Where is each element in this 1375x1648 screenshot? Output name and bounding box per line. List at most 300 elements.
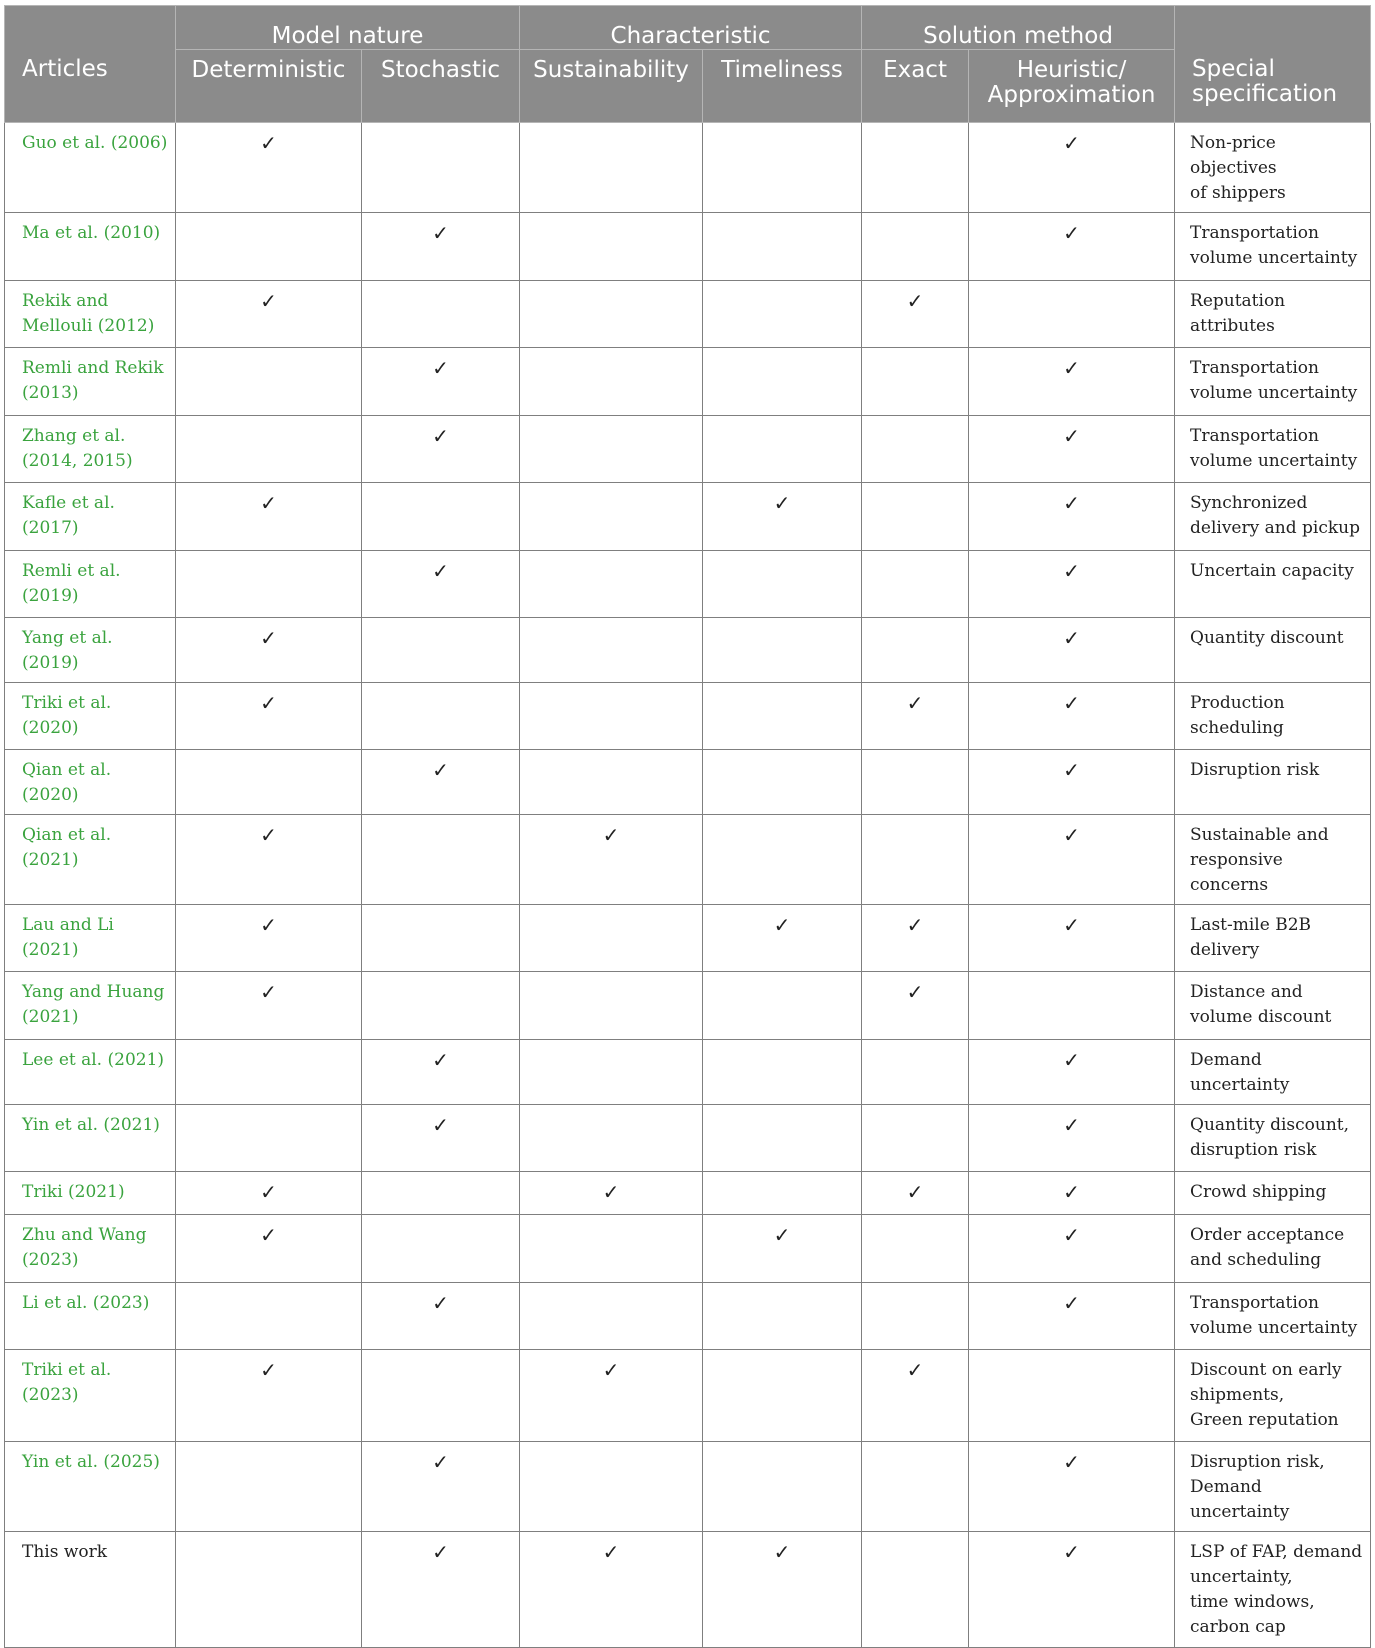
cell-sto	[362, 348, 520, 416]
article-line: Qian et al. (2021)	[22, 825, 112, 870]
checkmark-icon: ✓	[906, 691, 924, 715]
cell-det	[176, 1350, 362, 1442]
specification-line: Crowd shipping	[1190, 1182, 1327, 1202]
checkmark-icon: ✓	[1063, 626, 1080, 650]
article-line: Ma et al. (2010)	[22, 223, 161, 243]
cell-exa	[862, 1442, 969, 1532]
article-line: (2014, 2015)	[22, 451, 133, 471]
checkmark-icon: ✓	[432, 1291, 449, 1315]
checkmark-icon: ✓	[1063, 913, 1080, 937]
specification-line: Non-price objectives	[1190, 133, 1277, 178]
article-line: Zhu and Wang	[22, 1225, 147, 1245]
specification-line: Distance and	[1190, 982, 1303, 1002]
specification-line: Green reputation	[1190, 1410, 1339, 1430]
cell-sto	[362, 416, 520, 483]
checkmark-icon: ✓	[432, 1113, 449, 1137]
checkmark-icon: ✓	[602, 1358, 620, 1382]
checkmark-icon: ✓	[1063, 131, 1080, 155]
specification-line: Sustainable and	[1190, 825, 1329, 845]
specification-line: Quantity discount,	[1190, 1115, 1350, 1135]
article-citation-link[interactable]	[5, 1172, 176, 1215]
cell-exa	[862, 1105, 969, 1172]
checkmark-icon: ✓	[602, 823, 620, 847]
cell-det	[176, 483, 362, 551]
cell-sus	[520, 1172, 703, 1215]
checkmark-icon: ✓	[1063, 1113, 1080, 1137]
table-row	[5, 123, 1371, 213]
cell-tim	[703, 1040, 862, 1105]
cell-det	[176, 551, 362, 618]
cell-heu	[969, 1350, 1175, 1442]
checkmark-icon: ✓	[1063, 559, 1080, 583]
checkmark-icon: ✓	[1063, 491, 1080, 515]
table-row	[5, 750, 1371, 815]
header-group-solution-method: Solution method	[862, 6, 1175, 50]
checkmark-icon: ✓	[1063, 221, 1080, 245]
checkmark-icon: ✓	[260, 1223, 277, 1247]
cell-sus	[520, 348, 703, 416]
special-specification-cell	[1175, 618, 1371, 683]
checkmark-icon: ✓	[260, 823, 277, 847]
cell-tim	[703, 905, 862, 972]
table-row	[5, 683, 1371, 750]
table-row	[5, 348, 1371, 416]
article-line: Triki et al. (2020)	[22, 693, 112, 738]
cell-sus	[520, 1105, 703, 1172]
special-specification-cell	[1175, 750, 1371, 815]
cell-sto	[362, 1040, 520, 1105]
cell-tim	[703, 1532, 862, 1648]
header-special-line1: Special	[1192, 56, 1275, 82]
cell-det	[176, 972, 362, 1040]
cell-sus	[520, 1215, 703, 1283]
cell-det	[176, 213, 362, 281]
article-citation-link[interactable]	[5, 1442, 176, 1532]
special-specification-cell	[1175, 213, 1371, 281]
cell-heu	[969, 1040, 1175, 1105]
table-row	[5, 1040, 1371, 1105]
table-row	[5, 416, 1371, 483]
article-citation-link[interactable]	[5, 972, 176, 1040]
header-special-line2: specification	[1192, 81, 1338, 107]
specification-line: time windows,	[1190, 1592, 1315, 1612]
article-line: This work	[22, 1542, 108, 1562]
cell-det	[176, 123, 362, 213]
specification-line: responsive concerns	[1190, 850, 1283, 895]
special-specification-cell	[1175, 1532, 1371, 1648]
cell-exa	[862, 348, 969, 416]
checkmark-icon: ✓	[906, 1180, 924, 1204]
cell-heu	[969, 750, 1175, 815]
cell-heu	[969, 348, 1175, 416]
cell-sto	[362, 483, 520, 551]
article-citation-link[interactable]	[5, 618, 176, 683]
article-citation-link[interactable]	[5, 1105, 176, 1172]
special-specification-cell	[1175, 1215, 1371, 1283]
cell-sto	[362, 1172, 520, 1215]
cell-exa	[862, 123, 969, 213]
checkmark-icon: ✓	[906, 980, 924, 1004]
specification-line: Disruption risk,	[1190, 1452, 1325, 1472]
cell-sus	[520, 1283, 703, 1350]
cell-sus	[520, 683, 703, 750]
special-specification-cell	[1175, 1105, 1371, 1172]
article-line: Triki (2021)	[22, 1182, 125, 1202]
cell-exa	[862, 683, 969, 750]
cell-sto	[362, 1442, 520, 1532]
special-specification-cell	[1175, 551, 1371, 618]
cell-sus	[520, 551, 703, 618]
special-specification-cell	[1175, 1040, 1371, 1105]
article-citation-link[interactable]	[5, 750, 176, 815]
cell-heu	[969, 281, 1175, 348]
cell-sus	[520, 1040, 703, 1105]
article-line: (2021)	[22, 1007, 79, 1027]
cell-sus	[520, 483, 703, 551]
article-citation-link[interactable]	[5, 683, 176, 750]
cell-tim	[703, 213, 862, 281]
article-citation-link[interactable]	[5, 281, 176, 348]
specification-line: attributes	[1190, 316, 1275, 336]
cell-det	[176, 618, 362, 683]
cell-tim	[703, 483, 862, 551]
special-specification-cell	[1175, 348, 1371, 416]
specification-line: delivery	[1190, 940, 1260, 960]
checkmark-icon: ✓	[1063, 1450, 1080, 1474]
checkmark-icon: ✓	[260, 131, 277, 155]
specification-line: Demand uncertainty	[1190, 1477, 1290, 1522]
cell-det	[176, 416, 362, 483]
specification-line: volume discount	[1190, 1007, 1332, 1027]
article-line: Yang and Huang	[22, 982, 165, 1002]
checkmark-icon: ✓	[260, 1358, 277, 1382]
cell-tim	[703, 348, 862, 416]
cell-heu	[969, 213, 1175, 281]
article-line: Yin et al. (2025)	[22, 1452, 160, 1472]
specification-line: Uncertain capacity	[1190, 561, 1354, 581]
special-specification-cell	[1175, 815, 1371, 905]
cell-sus	[520, 618, 703, 683]
article-line: Yin et al. (2021)	[22, 1115, 160, 1135]
article-citation-link[interactable]	[5, 348, 176, 416]
specification-line: delivery and pickup	[1190, 518, 1360, 538]
cell-heu	[969, 905, 1175, 972]
checkmark-icon: ✓	[1063, 1291, 1080, 1315]
specification-line: volume uncertainty	[1190, 248, 1358, 268]
article-line: Remli and Rekik	[22, 358, 164, 378]
cell-sus	[520, 905, 703, 972]
article-citation-link[interactable]	[5, 213, 176, 281]
header-heuristic-line1: Heuristic/	[1016, 57, 1127, 83]
cell-heu	[969, 1215, 1175, 1283]
table-row	[5, 815, 1371, 905]
cell-exa	[862, 1172, 969, 1215]
cell-tim	[703, 1172, 862, 1215]
table-row	[5, 1172, 1371, 1215]
article-line: Remli et al.	[22, 561, 121, 581]
article-line: (2013)	[22, 383, 79, 403]
table-row	[5, 483, 1371, 551]
special-specification-cell	[1175, 123, 1371, 213]
cell-det	[176, 815, 362, 905]
table-row	[5, 1442, 1371, 1532]
special-specification-cell	[1175, 416, 1371, 483]
cell-tim	[703, 1215, 862, 1283]
cell-exa	[862, 281, 969, 348]
checkmark-icon: ✓	[906, 913, 924, 937]
cell-tim	[703, 123, 862, 213]
cell-tim	[703, 416, 862, 483]
cell-heu	[969, 483, 1175, 551]
table-row	[5, 281, 1371, 348]
cell-tim	[703, 972, 862, 1040]
checkmark-icon: ✓	[602, 1540, 620, 1564]
specification-line: of shippers	[1190, 183, 1286, 203]
article-line: Triki et al. (2023)	[22, 1360, 112, 1405]
cell-det	[176, 683, 362, 750]
checkmark-icon: ✓	[906, 289, 924, 313]
article-citation-link[interactable]	[5, 905, 176, 972]
article-citation-link[interactable]	[5, 1350, 176, 1442]
cell-heu	[969, 683, 1175, 750]
table-row	[5, 1105, 1371, 1172]
table-row	[5, 972, 1371, 1040]
cell-heu	[969, 1283, 1175, 1350]
special-specification-cell	[1175, 972, 1371, 1040]
header-sustainability: Sustainability	[520, 50, 703, 123]
checkmark-icon: ✓	[1063, 1540, 1080, 1564]
article-line: Rekik and	[22, 291, 109, 311]
article-line: Guo et al. (2006)	[22, 133, 168, 153]
cell-sus	[520, 281, 703, 348]
cell-exa	[862, 213, 969, 281]
checkmark-icon: ✓	[260, 913, 277, 937]
checkmark-icon: ✓	[260, 1180, 277, 1204]
table-row	[5, 1532, 1371, 1648]
checkmark-icon: ✓	[260, 289, 277, 313]
checkmark-icon: ✓	[432, 221, 449, 245]
article-citation-link[interactable]	[5, 1215, 176, 1283]
article-line: Lau and Li (2021)	[22, 915, 114, 960]
cell-exa	[862, 618, 969, 683]
specification-line: Quantity discount	[1190, 628, 1344, 648]
cell-heu	[969, 416, 1175, 483]
header-stochastic: Stochastic	[362, 50, 520, 123]
special-specification-cell	[1175, 281, 1371, 348]
article-citation-link[interactable]	[5, 1040, 176, 1105]
checkmark-icon: ✓	[432, 1048, 449, 1072]
article-citation-link[interactable]	[5, 416, 176, 483]
article-line: Mellouli (2012)	[22, 316, 155, 336]
special-specification-cell	[1175, 905, 1371, 972]
cell-det	[176, 750, 362, 815]
checkmark-icon: ✓	[1063, 1180, 1080, 1204]
cell-det	[176, 1532, 362, 1648]
article-citation-link[interactable]	[5, 1283, 176, 1350]
specification-line: Order acceptance	[1190, 1225, 1345, 1245]
checkmark-icon: ✓	[1063, 691, 1080, 715]
article-line: Qian et al. (2020)	[22, 760, 112, 805]
checkmark-icon: ✓	[773, 491, 791, 515]
specification-line: Demand uncertainty	[1190, 1050, 1290, 1095]
cell-heu	[969, 1532, 1175, 1648]
table-row	[5, 213, 1371, 281]
specification-line: and scheduling	[1190, 1250, 1322, 1270]
cell-sus	[520, 1532, 703, 1648]
cell-tim	[703, 618, 862, 683]
checkmark-icon: ✓	[1063, 356, 1080, 380]
cell-exa	[862, 905, 969, 972]
specification-line: Reputation	[1190, 291, 1286, 311]
checkmark-icon: ✓	[773, 913, 791, 937]
article-line: (2023)	[22, 1250, 79, 1270]
table-row	[5, 1350, 1371, 1442]
header-deterministic: Deterministic	[176, 50, 362, 123]
cell-sto	[362, 1105, 520, 1172]
article-line: Lee et al. (2021)	[22, 1050, 165, 1070]
cell-exa	[862, 1040, 969, 1105]
article-line: Kafle et al. (2017)	[22, 493, 115, 538]
cell-heu	[969, 815, 1175, 905]
cell-exa	[862, 1350, 969, 1442]
header-heuristic-approximation	[969, 50, 1175, 123]
checkmark-icon: ✓	[602, 1180, 620, 1204]
checkmark-icon: ✓	[906, 1358, 924, 1382]
special-specification-cell	[1175, 1442, 1371, 1532]
cell-exa	[862, 1532, 969, 1648]
checkmark-icon: ✓	[1063, 1223, 1080, 1247]
specification-line: disruption risk	[1190, 1140, 1317, 1160]
cell-tim	[703, 1283, 862, 1350]
specification-line: volume uncertainty	[1190, 383, 1358, 403]
cell-heu	[969, 1105, 1175, 1172]
header-timeliness: Timeliness	[703, 50, 862, 123]
cell-sto	[362, 281, 520, 348]
checkmark-icon: ✓	[1063, 1048, 1080, 1072]
cell-sto	[362, 750, 520, 815]
cell-heu	[969, 123, 1175, 213]
cell-det	[176, 1442, 362, 1532]
checkmark-icon: ✓	[432, 424, 449, 448]
specification-line: volume uncertainty	[1190, 1318, 1358, 1338]
header-heuristic-line2: Approximation	[987, 82, 1156, 108]
cell-sto	[362, 551, 520, 618]
cell-sto	[362, 618, 520, 683]
cell-det	[176, 1172, 362, 1215]
article-line: Yang et al. (2019)	[22, 628, 113, 673]
cell-det	[176, 281, 362, 348]
header-group-model-nature: Model nature	[176, 6, 520, 50]
article-citation-link[interactable]	[5, 815, 176, 905]
specification-line: shipments,	[1190, 1385, 1285, 1405]
specification-line: Disruption risk	[1190, 760, 1320, 780]
cell-exa	[862, 972, 969, 1040]
cell-tim	[703, 281, 862, 348]
literature-comparison-table	[4, 5, 1371, 1648]
cell-exa	[862, 483, 969, 551]
cell-sto	[362, 1532, 520, 1648]
cell-det	[176, 1040, 362, 1105]
checkmark-icon: ✓	[773, 1540, 791, 1564]
article-line: (2019)	[22, 586, 79, 606]
checkmark-icon: ✓	[773, 1223, 791, 1247]
table-row	[5, 1283, 1371, 1350]
cell-sto	[362, 1350, 520, 1442]
cell-sto	[362, 905, 520, 972]
table-row	[5, 551, 1371, 618]
cell-det	[176, 905, 362, 972]
checkmark-icon: ✓	[432, 559, 449, 583]
checkmark-icon: ✓	[432, 1540, 449, 1564]
cell-tim	[703, 750, 862, 815]
cell-exa	[862, 1283, 969, 1350]
cell-det	[176, 1105, 362, 1172]
cell-sto	[362, 123, 520, 213]
cell-sus	[520, 1350, 703, 1442]
cell-tim	[703, 1442, 862, 1532]
checkmark-icon: ✓	[1063, 758, 1080, 782]
table-header	[5, 6, 1371, 123]
special-specification-cell	[1175, 1283, 1371, 1350]
checkmark-icon: ✓	[432, 758, 449, 782]
cell-tim	[703, 683, 862, 750]
cell-sus	[520, 1442, 703, 1532]
table-row	[5, 905, 1371, 972]
specification-line: Last-mile B2B	[1190, 915, 1311, 935]
cell-det	[176, 1283, 362, 1350]
specification-line: volume uncertainty	[1190, 451, 1358, 471]
specification-line: Discount on early	[1190, 1360, 1342, 1380]
cell-sus	[520, 123, 703, 213]
cell-sto	[362, 213, 520, 281]
cell-tim	[703, 1350, 862, 1442]
cell-tim	[703, 551, 862, 618]
checkmark-icon: ✓	[1063, 823, 1080, 847]
article-line: Li et al. (2023)	[22, 1293, 150, 1313]
header-group-characteristic: Characteristic	[520, 6, 862, 50]
cell-exa	[862, 1215, 969, 1283]
cell-exa	[862, 750, 969, 815]
specification-line: Transportation	[1190, 358, 1319, 378]
special-specification-cell	[1175, 1350, 1371, 1442]
table-row	[5, 618, 1371, 683]
specification-line: scheduling	[1190, 718, 1284, 738]
header-exact: Exact	[862, 50, 969, 123]
cell-sto	[362, 683, 520, 750]
table-row	[5, 1215, 1371, 1283]
cell-exa	[862, 416, 969, 483]
cell-sus	[520, 972, 703, 1040]
article-citation-link[interactable]	[5, 551, 176, 618]
cell-exa	[862, 815, 969, 905]
article-citation-link[interactable]	[5, 123, 176, 213]
article-citation-link[interactable]	[5, 483, 176, 551]
article-line: Zhang et al.	[22, 426, 126, 446]
header-articles: Articles	[5, 6, 176, 123]
special-specification-cell	[1175, 483, 1371, 551]
cell-tim	[703, 815, 862, 905]
cell-sto	[362, 972, 520, 1040]
checkmark-icon: ✓	[432, 356, 449, 380]
header-special-specification	[1175, 6, 1371, 123]
specification-line: Transportation	[1190, 426, 1319, 446]
cell-det	[176, 1215, 362, 1283]
cell-tim	[703, 1105, 862, 1172]
cell-heu	[969, 1442, 1175, 1532]
specification-line: Production	[1190, 693, 1285, 713]
specification-line: LSP of FAP, demand	[1190, 1542, 1363, 1562]
cell-heu	[969, 972, 1175, 1040]
